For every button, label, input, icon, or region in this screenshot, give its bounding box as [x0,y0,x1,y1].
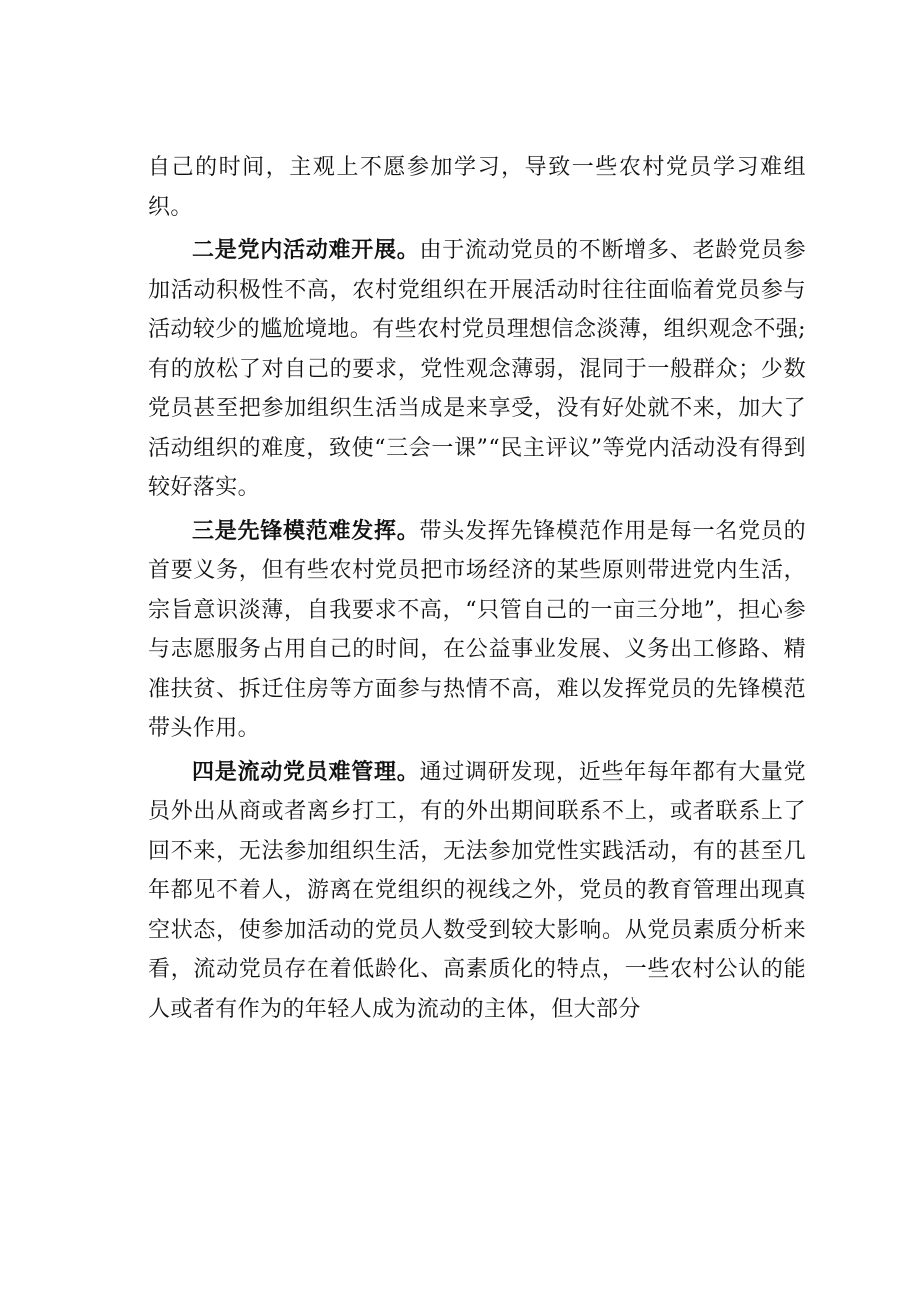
paragraph-lead: 二是党内活动难开展。 [192,238,420,263]
paragraph-body: 带头发挥先锋模范作用是每一名党员的首要义务，但有些农村党员把市场经济的某些原则带进党内生活，宗旨意识淡薄，自我要求不高，“只管自己的一亩三分地”，担心参与志愿服务占用自己的时间，在公益事业发展、义务出工修路、精准扶贫、拆迁住房等方面参与热情不高，难以发挥党员的先锋模范带头作用。 [148,518,806,741]
paragraph-vanguard-role [148,512,806,749]
paragraph-body: 通过调研发现，近些年每年都有大量党员外出从商或者离乡打工，有的外出期间联系不上，或者联系上了回不来，无法参加组织生活，无法参加党性实践活动，有的甚至几年都见不着人，游离在党组织的视线之外，党员的教育管理出现真空状态，使参加活动的党员人数受到较大影响。从党员素质分析来看，流动党员存在着低龄化、高素质化的特点，一些农村公认的能人或者有作为的年轻人成为流动的主体，但大部分 [148,759,806,1022]
paragraph-body: 由于流动党员的不断增多、老龄党员参加活动积极性不高，农村党组织在开展活动时往往面临着党员参与活动较少的尴尬境地。有些农村党员理想信念淡薄，组织观念不强;有的放松了对自己的要求，党性观念薄弱，混同于一般群众；少数党员甚至把参加组织生活当成是来享受，没有好处就不来，加大了活动组织的难度，致使“三会一课”“民主评议”等党内活动没有得到较好落实。 [148,238,806,500]
paragraph-body: 自己的时间，主观上不愿参加学习，导致一些农村党员学习难组织。 [148,155,806,220]
paragraph-mobile-members [148,753,806,1030]
paragraph-continuation [148,148,806,227]
paragraph-lead: 四是流动党员难管理。 [192,759,420,785]
document-page [148,148,806,1033]
paragraph-party-activities [148,231,806,508]
paragraph-lead: 三是先锋模范难发挥。 [192,518,420,544]
